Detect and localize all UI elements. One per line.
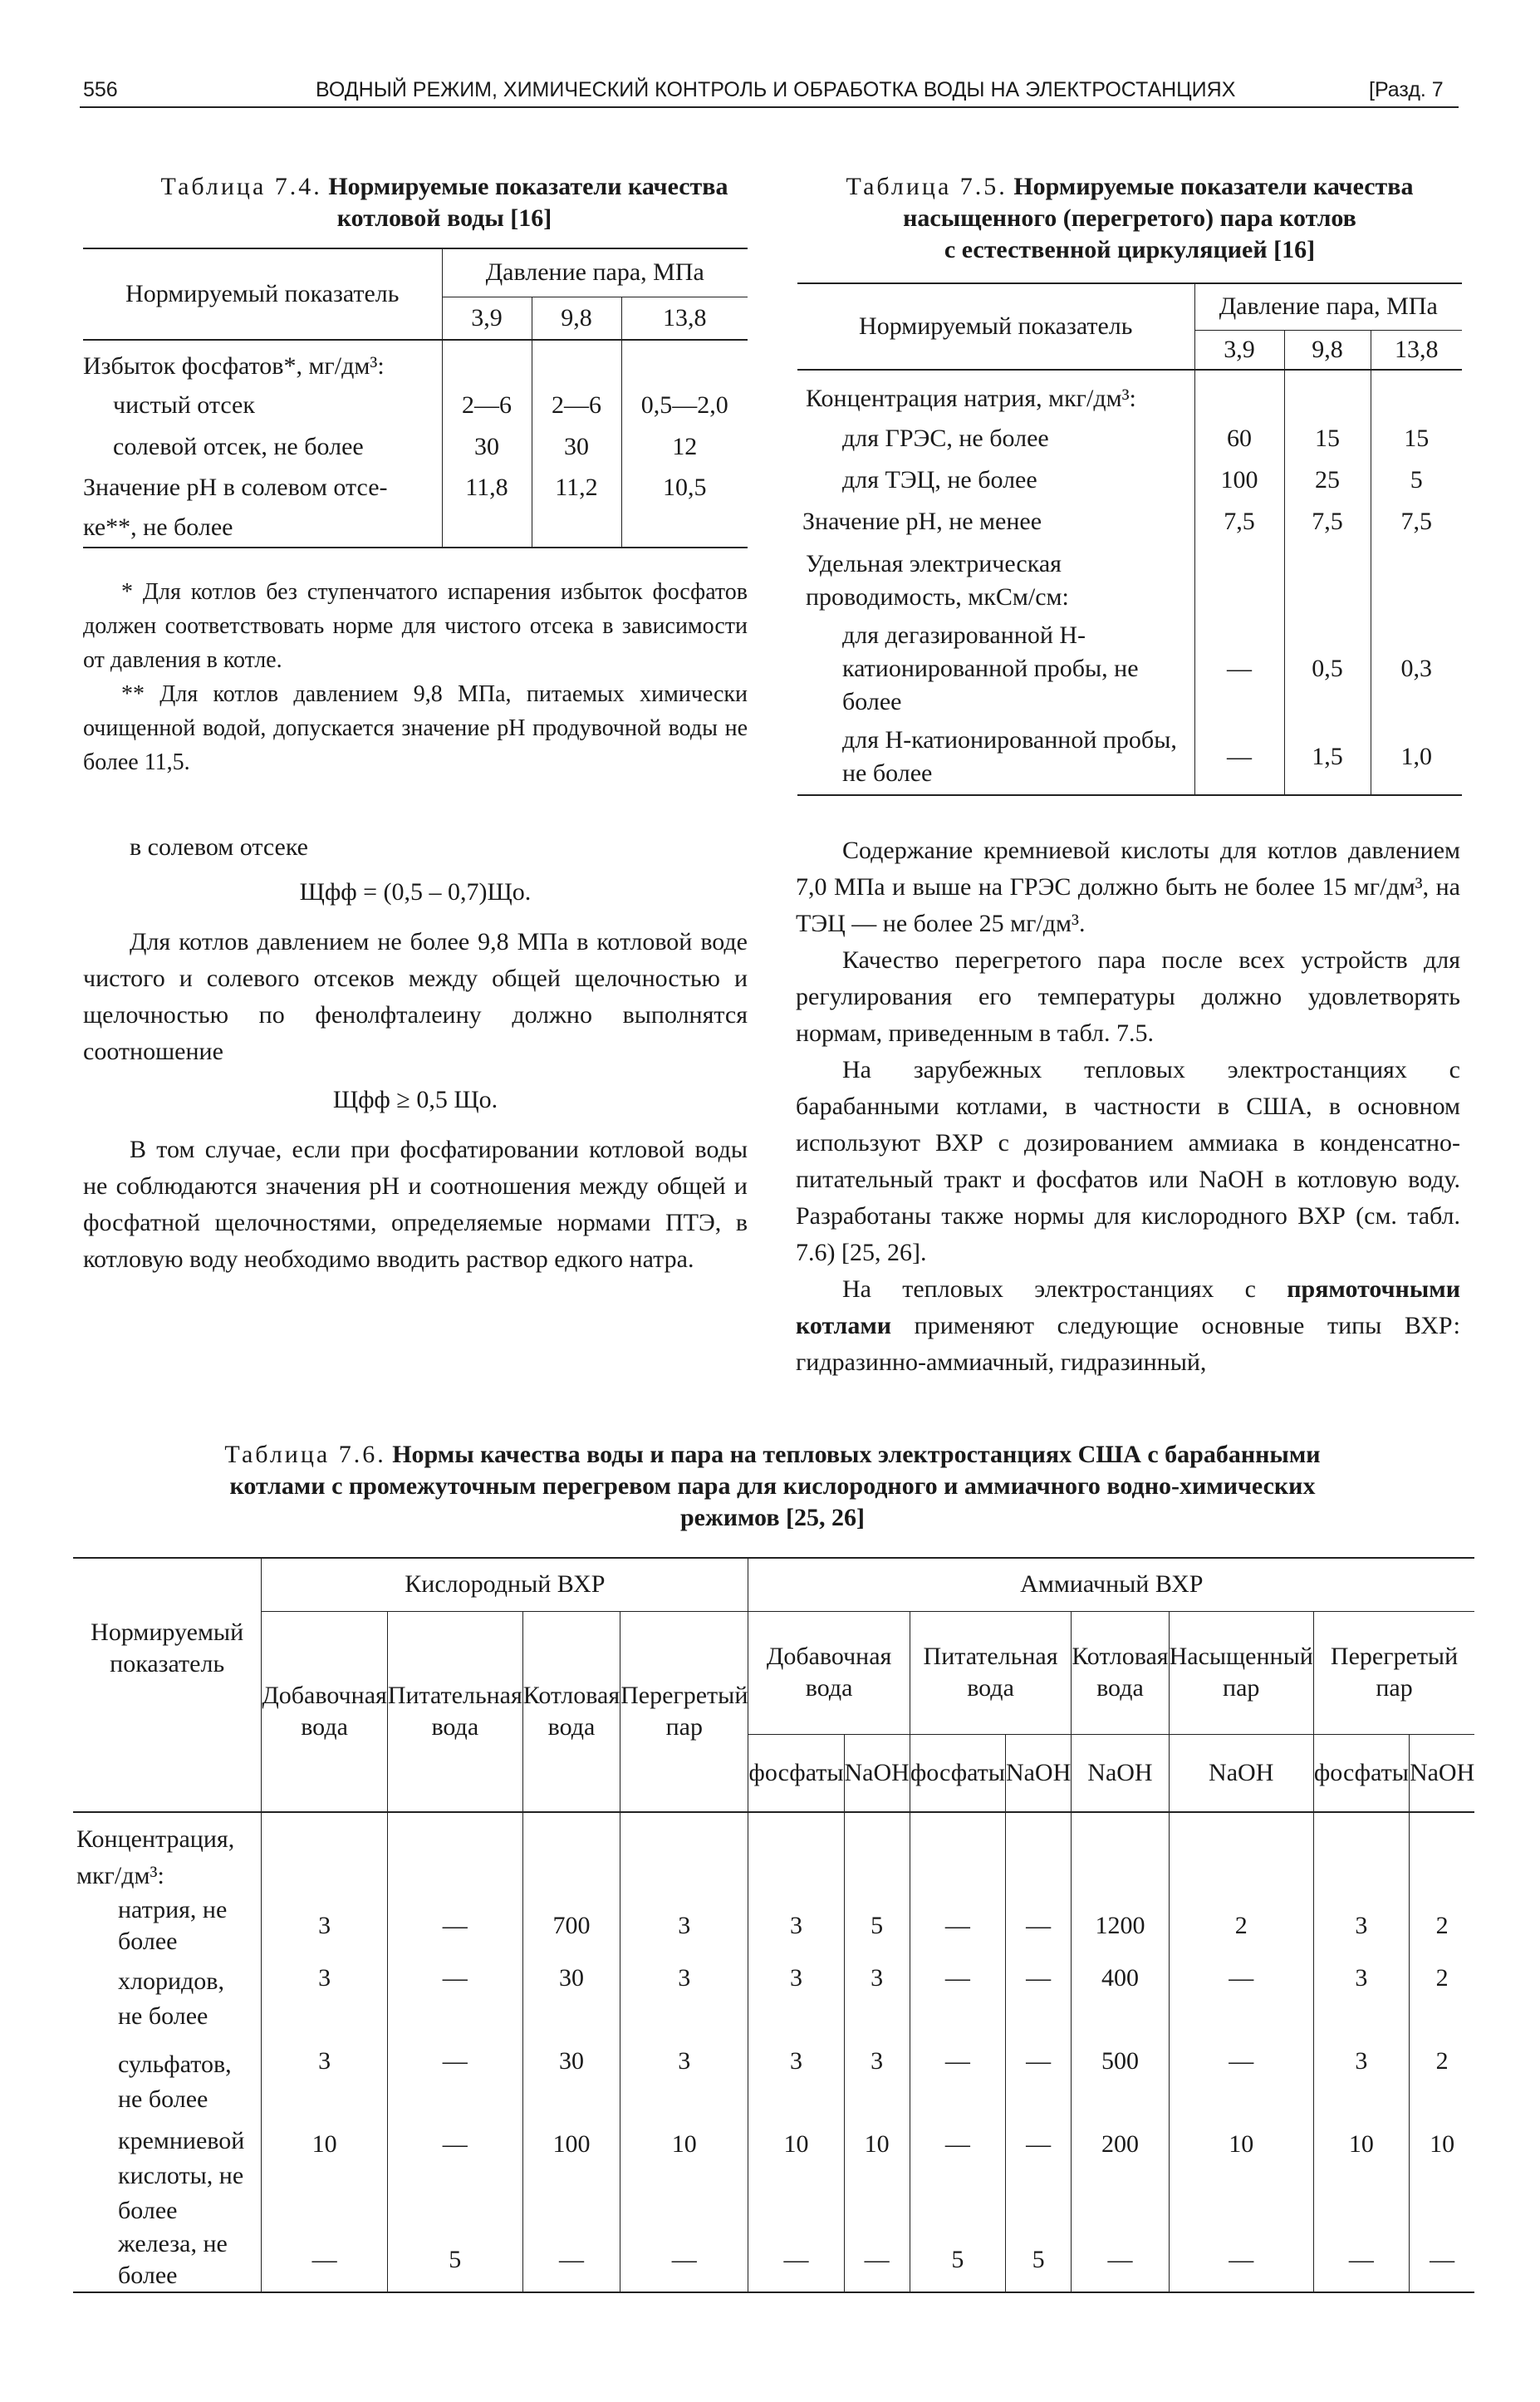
- table75-row-label: Значение pH, не менее: [797, 501, 1194, 543]
- table76-cell: 3: [1313, 1957, 1409, 2041]
- table75-pressure: 3,9: [1194, 330, 1284, 370]
- table76-cell: 10: [262, 2124, 387, 2228]
- table76-cell: 2: [1169, 1894, 1313, 1957]
- table74-cell: 11,8: [442, 468, 532, 508]
- table74-cell: 2—6: [442, 385, 532, 426]
- table75-cell: 7,5: [1194, 501, 1284, 543]
- table76-cell: —: [387, 2041, 522, 2124]
- table76-row-label: кремниевой кислоты, не более: [73, 2124, 262, 2228]
- table76-cell: 700: [522, 1894, 620, 1957]
- table76-cell: —: [910, 1957, 1005, 2041]
- table74-pressure-header: Давление пара, МПа: [442, 248, 748, 297]
- table76-cell: 30: [522, 2041, 620, 2124]
- table75-pressure: 13,8: [1371, 330, 1462, 370]
- table75-row-label: для H-катионированной пробы, не более: [797, 719, 1194, 795]
- table76-cell: 3: [1313, 2041, 1409, 2124]
- table76-cell: 10: [1169, 2124, 1313, 2228]
- table75-cell: —: [1194, 719, 1284, 795]
- table76-cell: 5: [910, 2228, 1005, 2292]
- table76-cell: —: [387, 2124, 522, 2228]
- table76-sub-naoh: NaOH: [844, 1734, 910, 1812]
- table75-col-header: Нормируемый показатель: [797, 283, 1194, 370]
- table76-cell: 3: [620, 1957, 748, 2041]
- table76-oxy-col: Перегретый пар: [620, 1611, 748, 1812]
- table76-amm-group: Питательная вода: [910, 1611, 1071, 1734]
- table74-row-label: Значение pH в солевом отсе-: [83, 468, 442, 508]
- table76-cell: 400: [1072, 1957, 1169, 2041]
- table76-cell: 30: [522, 1957, 620, 2041]
- table76-cell: 1200: [1072, 1894, 1169, 1957]
- table76-cell: —: [1430, 2246, 1455, 2273]
- header-rule: [80, 106, 1459, 108]
- table75-cell: 100: [1194, 459, 1284, 501]
- table76-row-label: сульфатов, не более: [73, 2041, 262, 2124]
- table75-row-label: для дегазированной H-катионированной пробы, не более: [797, 619, 1194, 719]
- table76: [73, 1557, 1474, 2293]
- table74-caption-title: Нормируемые показатели качества: [328, 173, 728, 200]
- table76-oxy-col: Котловая вода: [522, 1611, 620, 1812]
- table74-caption-title-2: котловой воды [16]: [336, 204, 552, 232]
- left-column-text: [83, 829, 748, 1278]
- table74-pressure: 13,8: [621, 297, 748, 340]
- table76-sub-phos: фосфаты: [748, 1734, 844, 1812]
- paragraph: в солевом отсеке: [130, 833, 308, 861]
- table76-cell: —: [620, 2228, 748, 2292]
- table74-cell: 0,5—2,0: [640, 391, 728, 419]
- paragraph-bold-term: прямоточными котлами: [796, 1275, 1460, 1339]
- table76-caption-title-2: котлами с промежуточным перегревом пара для кислородного и аммиачного водно-химических: [229, 1472, 1316, 1500]
- table76-amm-group: Добавочная вода: [748, 1611, 910, 1734]
- table74-pressure: 3,9: [442, 297, 532, 340]
- table75-cell: 1,5: [1284, 719, 1371, 795]
- table75-cell: 15: [1284, 418, 1371, 459]
- table76-col-header: Нормируемый показатель: [73, 1558, 262, 1812]
- table76-sub-naoh: NaOH: [1169, 1734, 1313, 1812]
- table75-caption-label: Таблица 7.5.: [846, 173, 1008, 200]
- paragraph: На зарубежных тепловых электростанциях с барабанными котлами, в частности в США, в основном используют ВХР с дозированием аммиака в конденсатно-питательный тракт и фосфатов или NaOH в котловую воду. Разработаны также нормы для кислородного ВХР (см. табл. 7.6) [25, 26].: [796, 1056, 1460, 1266]
- table76-amm-group: Перегретый пар: [1313, 1611, 1474, 1734]
- table74-footnote: * Для котлов без ступенчатого испарения избыток фосфатов должен соответствовать норме для чистого отсека в зависимости от давления в котле.: [83, 579, 748, 673]
- table76-cell: —: [387, 1894, 522, 1957]
- table75-caption-title: Нормируемые показатели качества: [1013, 173, 1414, 200]
- table75-cell: 0,3: [1400, 655, 1432, 682]
- table76-cell: —: [1005, 1894, 1071, 1957]
- table76-cell: 2: [1435, 2047, 1449, 2075]
- table76-cell: 10: [620, 2124, 748, 2228]
- table75-cell: 7,5: [1400, 508, 1432, 535]
- table76-cell: —: [1072, 2228, 1169, 2292]
- table76-cell: 3: [748, 1957, 844, 2041]
- table76-cell: 3: [620, 1894, 748, 1957]
- paragraph: Для котлов давлением не более 9,8 МПа в котловой воде чистого и солевого отсеков между общей щелочностью и щелочностью по фенолфталеину должно выполнятся соотношение: [83, 928, 748, 1065]
- table76-oxy-col: Добавочная вода: [262, 1611, 387, 1812]
- table76-row-label: железа, не более: [73, 2228, 262, 2292]
- table76-caption-title-3: режимов [25, 26]: [679, 1504, 865, 1531]
- table75-cell: 0,5: [1284, 619, 1371, 719]
- paragraph: В том случае, если при фосфатировании котловой воды не соблюдаются значения pH и соотношения между общей и фосфатной щелочностями, определяемые нормами ПТЭ, в котловую воду необходимо вводить раствор едкого натра.: [83, 1136, 748, 1273]
- table76-cell: 10: [1430, 2130, 1455, 2158]
- paragraph-text: На тепловых электростанциях с: [842, 1275, 1287, 1303]
- table76-cell: —: [1169, 2041, 1313, 2124]
- table76-cell: —: [1005, 2041, 1071, 2124]
- table74-footnotes: [83, 575, 748, 779]
- table75-caption-title-2: насыщенного (перегретого) пара котлов: [903, 204, 1356, 232]
- table75-row-label: Концентрация натрия, мкг/дм³:: [797, 370, 1194, 418]
- table74-cell: 2—6: [532, 385, 621, 426]
- table75-pressure-header: Давление пара, МПа: [1194, 283, 1462, 330]
- table76-cell: 3: [1313, 1894, 1409, 1957]
- table76-cell: 10: [1313, 2124, 1409, 2228]
- table75-cell: 15: [1404, 425, 1430, 452]
- table76-caption: [83, 1439, 1462, 1534]
- table76-sub-naoh: NaOH: [1072, 1734, 1169, 1812]
- table74-cell: 11,2: [532, 468, 621, 508]
- table76-caption-label: Таблица 7.6.: [224, 1441, 386, 1468]
- table76-cell: —: [910, 2124, 1005, 2228]
- table75-row-label: для ГРЭС, не более: [797, 418, 1194, 459]
- table76-row-label: натрия, не более: [73, 1894, 262, 1957]
- table74-footnote: ** Для котлов давлением 9,8 МПа, питаемых химически очищенной водой, допускается значение pH продувочной воды не более 11,5.: [83, 681, 748, 775]
- table76-cell: —: [1169, 1957, 1313, 2041]
- table76-cell: —: [522, 2228, 620, 2292]
- paragraph: Качество перегретого пара после всех устройств для регулирования его температуры должно удовлетворять нормам, приведенным в табл. 7.5.: [796, 946, 1460, 1047]
- table76-amm-group: Котловая вода: [1072, 1611, 1169, 1734]
- table74-caption-label: Таблица 7.4.: [160, 173, 322, 200]
- table76-amm-group: Насыщенный пар: [1169, 1611, 1313, 1734]
- table76-caption-title: Нормы качества воды и пара на тепловых электростанциях США с барабанными: [392, 1441, 1321, 1468]
- table76-cell: 10: [844, 2124, 910, 2228]
- table76-oxy-col: Питательная вода: [387, 1611, 522, 1812]
- table75: [797, 282, 1462, 796]
- table76-cell: 200: [1072, 2124, 1169, 2228]
- table76-cell: 3: [620, 2041, 748, 2124]
- table74: [83, 248, 748, 548]
- table76-cell: 5: [387, 2228, 522, 2292]
- right-column-text: [796, 833, 1460, 1381]
- table76-cell: 500: [1072, 2041, 1169, 2124]
- table76-cell: —: [910, 2041, 1005, 2124]
- table76-cell: 3: [748, 2041, 844, 2124]
- table75-cell: 60: [1194, 418, 1284, 459]
- table74-cell: 30: [532, 426, 621, 468]
- section-label: [Разд. 7: [1369, 78, 1444, 101]
- table75-pressure: 9,8: [1284, 330, 1371, 370]
- table76-cell: —: [844, 2228, 910, 2292]
- table74-col-header: Нормируемый показатель: [83, 248, 442, 340]
- table75-cell: 25: [1284, 459, 1371, 501]
- table76-cell: 100: [522, 2124, 620, 2228]
- table76-group-oxygen: Кислородный ВХР: [262, 1558, 748, 1611]
- table74-row-label: чистый отсек: [83, 385, 442, 426]
- table76-cell: —: [1005, 1957, 1071, 2041]
- table74-pressure: 9,8: [532, 297, 621, 340]
- table75-row-label: для ТЭЦ, не более: [797, 459, 1194, 501]
- table76-sub-naoh: NaOH: [1005, 1734, 1071, 1812]
- paragraph-text: применяют следующие основные типы ВХР: гидразинно-аммиачный, гидразинный,: [796, 1312, 1460, 1376]
- table75-cell: —: [1194, 619, 1284, 719]
- table75-caption: [793, 171, 1466, 266]
- table75-cell: 1,0: [1400, 742, 1432, 770]
- table76-cell: 3: [844, 2041, 910, 2124]
- table76-cell: 3: [262, 1894, 387, 1957]
- page-number: 556: [83, 78, 118, 101]
- table76-cell: —: [387, 1957, 522, 2041]
- paragraph: Содержание кремниевой кислоты для котлов давлением 7,0 МПа и выше на ГРЭС должно быть не более 15 мг/дм³, на ТЭЦ — не более 25 мг/дм³.: [796, 837, 1460, 937]
- running-title: ВОДНЫЙ РЕЖИМ, ХИМИЧЕСКИЙ КОНТРОЛЬ И ОБРАБОТКА ВОДЫ НА ЭЛЕКТРОСТАНЦИЯХ: [316, 78, 1236, 101]
- table74-cell: 10,5: [663, 474, 707, 501]
- table76-cell: 10: [748, 2124, 844, 2228]
- table76-sub-naoh: NaOH: [1409, 1734, 1474, 1812]
- table76-sub-phos: фосфаты: [910, 1734, 1005, 1812]
- table75-row-label: Удельная электрическая проводимость, мкСм/см:: [797, 543, 1194, 619]
- table76-cell: —: [1005, 2124, 1071, 2228]
- table75-cell: 5: [1410, 466, 1423, 494]
- table74-row-label: солевой отсек, не более: [83, 426, 442, 468]
- table76-cell: —: [910, 1894, 1005, 1957]
- table76-row-label: хлоридов, не более: [73, 1957, 262, 2041]
- formula: Щфф = (0,5 – 0,7)Що.: [299, 878, 532, 906]
- paragraph: [796, 1271, 1460, 1381]
- table76-cell: —: [1313, 2228, 1409, 2292]
- table76-cell: 3: [262, 2041, 387, 2124]
- table76-cell: —: [748, 2228, 844, 2292]
- table76-cell: 2: [1435, 1912, 1449, 1939]
- table75-caption-title-3: с естественной циркуляцией [16]: [944, 236, 1316, 263]
- table76-cell: 3: [262, 1957, 387, 2041]
- table76-cell: 5: [1005, 2228, 1071, 2292]
- table74-cell: 30: [442, 426, 532, 468]
- table76-cell: —: [1169, 2228, 1313, 2292]
- table76-sub-phos: фосфаты: [1313, 1734, 1409, 1812]
- table74-row-label: Избыток фосфатов*, мг/дм³:: [83, 340, 442, 385]
- table74-row-label: ке**, не более: [83, 508, 442, 548]
- table76-cell: 2: [1435, 1964, 1449, 1992]
- formula: Щфф ≥ 0,5 Що.: [332, 1086, 498, 1113]
- table74-cell: 12: [672, 433, 698, 460]
- table74-caption: [125, 171, 764, 234]
- table76-group-ammonia: Аммиачный ВХР: [748, 1558, 1474, 1611]
- table76-cell: —: [262, 2228, 387, 2292]
- table76-cell: 5: [844, 1894, 910, 1957]
- table75-cell: 7,5: [1284, 501, 1371, 543]
- table76-conc-label: Концентрация, мкг/дм³:: [73, 1812, 262, 1894]
- table76-cell: 3: [844, 1957, 910, 2041]
- table76-cell: 3: [748, 1894, 844, 1957]
